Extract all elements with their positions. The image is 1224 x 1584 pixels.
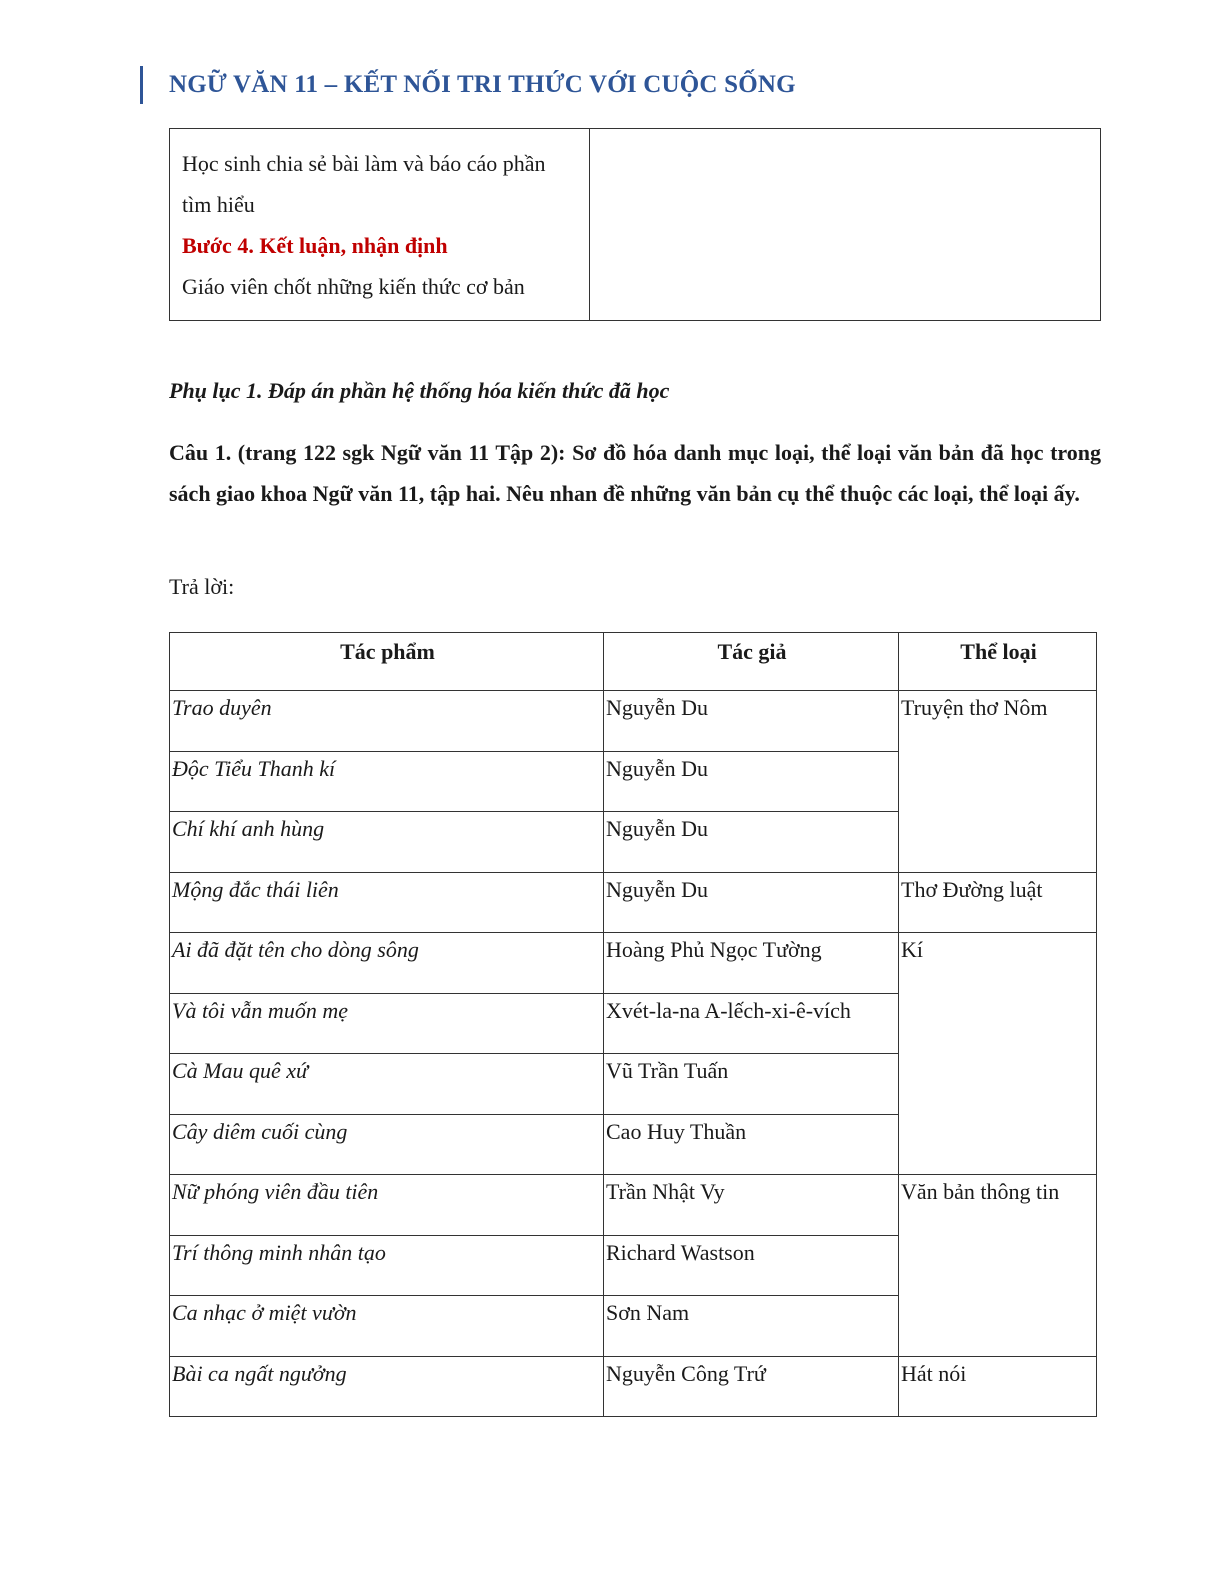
header-work: Tác phẩm xyxy=(170,633,604,691)
work-cell: Trao duyên xyxy=(170,691,604,752)
table-row xyxy=(170,872,1097,933)
work-cell: Và tôi vẫn muốn mẹ xyxy=(170,993,604,1054)
author-cell: Nguyễn Công Trứ xyxy=(604,1356,899,1417)
header-genre: Thể loại xyxy=(899,633,1097,691)
page-header xyxy=(140,66,796,104)
work-cell: Ca nhạc ở miệt vườn xyxy=(170,1296,604,1357)
author-cell: Xvét-la-na A-lếch-xi-ê-vích xyxy=(604,993,899,1054)
author-cell: Trần Nhật Vy xyxy=(604,1175,899,1236)
work-cell: Ai đã đặt tên cho dòng sông xyxy=(170,933,604,994)
table-header-row xyxy=(170,633,1097,691)
author-cell: Nguyễn Du xyxy=(604,812,899,873)
question-text: Câu 1. (trang 122 sgk Ngữ văn 11 Tập 2): Sơ đồ hóa danh mục loại, thể loại văn bản đã học trong sách giao khoa Ngữ văn 11, tập hai. Nêu nhan đề những văn bản cụ thể thuộc các loại, thể loại ấy. xyxy=(169,440,1101,506)
appendix-title: Phụ lục 1. Đáp án phần hệ thống hóa kiến thức đã học xyxy=(169,378,670,403)
header-title: NGỮ VĂN 11 – KẾT NỐI TRI THỨC VỚI CUỘC SỐNG xyxy=(169,71,796,98)
activity-cell xyxy=(170,129,590,321)
genre-cell: Hát nói xyxy=(899,1356,1097,1417)
genre-cell: Thơ Đường luật xyxy=(899,872,1097,933)
work-cell: Cây diêm cuối cùng xyxy=(170,1114,604,1175)
genre-cell: Truyện thơ Nôm xyxy=(899,691,1097,873)
author-cell: Cao Huy Thuần xyxy=(604,1114,899,1175)
author-cell: Vũ Trần Tuấn xyxy=(604,1054,899,1115)
header-author: Tác giả xyxy=(604,633,899,691)
work-cell: Bài ca ngất ngưởng xyxy=(170,1356,604,1417)
activity-line-3: Giáo viên chốt những kiến thức cơ bản xyxy=(182,274,525,299)
work-cell: Nữ phóng viên đầu tiên xyxy=(170,1175,604,1236)
author-cell: Richard Wastson xyxy=(604,1235,899,1296)
table-row xyxy=(170,1356,1097,1417)
table-row xyxy=(170,933,1097,994)
work-cell: Cà Mau quê xứ xyxy=(170,1054,604,1115)
author-cell: Nguyễn Du xyxy=(604,691,899,752)
table-row xyxy=(170,691,1097,752)
step-4-heading: Bước 4. Kết luận, nhận định xyxy=(182,233,448,258)
genre-cell: Văn bản thông tin xyxy=(899,1175,1097,1357)
activity-table xyxy=(169,128,1101,321)
activity-empty-cell xyxy=(590,129,1101,321)
activity-line-1: Học sinh chia sẻ bài làm và báo cáo phần tìm hiểu xyxy=(182,151,546,217)
work-cell: Độc Tiểu Thanh kí xyxy=(170,751,604,812)
author-cell: Sơn Nam xyxy=(604,1296,899,1357)
work-cell: Mộng đắc thái liên xyxy=(170,872,604,933)
table-row xyxy=(170,1175,1097,1236)
author-cell: Nguyễn Du xyxy=(604,872,899,933)
genre-cell: Kí xyxy=(899,933,1097,1175)
author-cell: Hoàng Phủ Ngọc Tường xyxy=(604,933,899,994)
work-cell: Chí khí anh hùng xyxy=(170,812,604,873)
works-table xyxy=(169,632,1097,1417)
author-cell: Nguyễn Du xyxy=(604,751,899,812)
answer-label: Trả lời: xyxy=(169,574,235,599)
work-cell: Trí thông minh nhân tạo xyxy=(170,1235,604,1296)
